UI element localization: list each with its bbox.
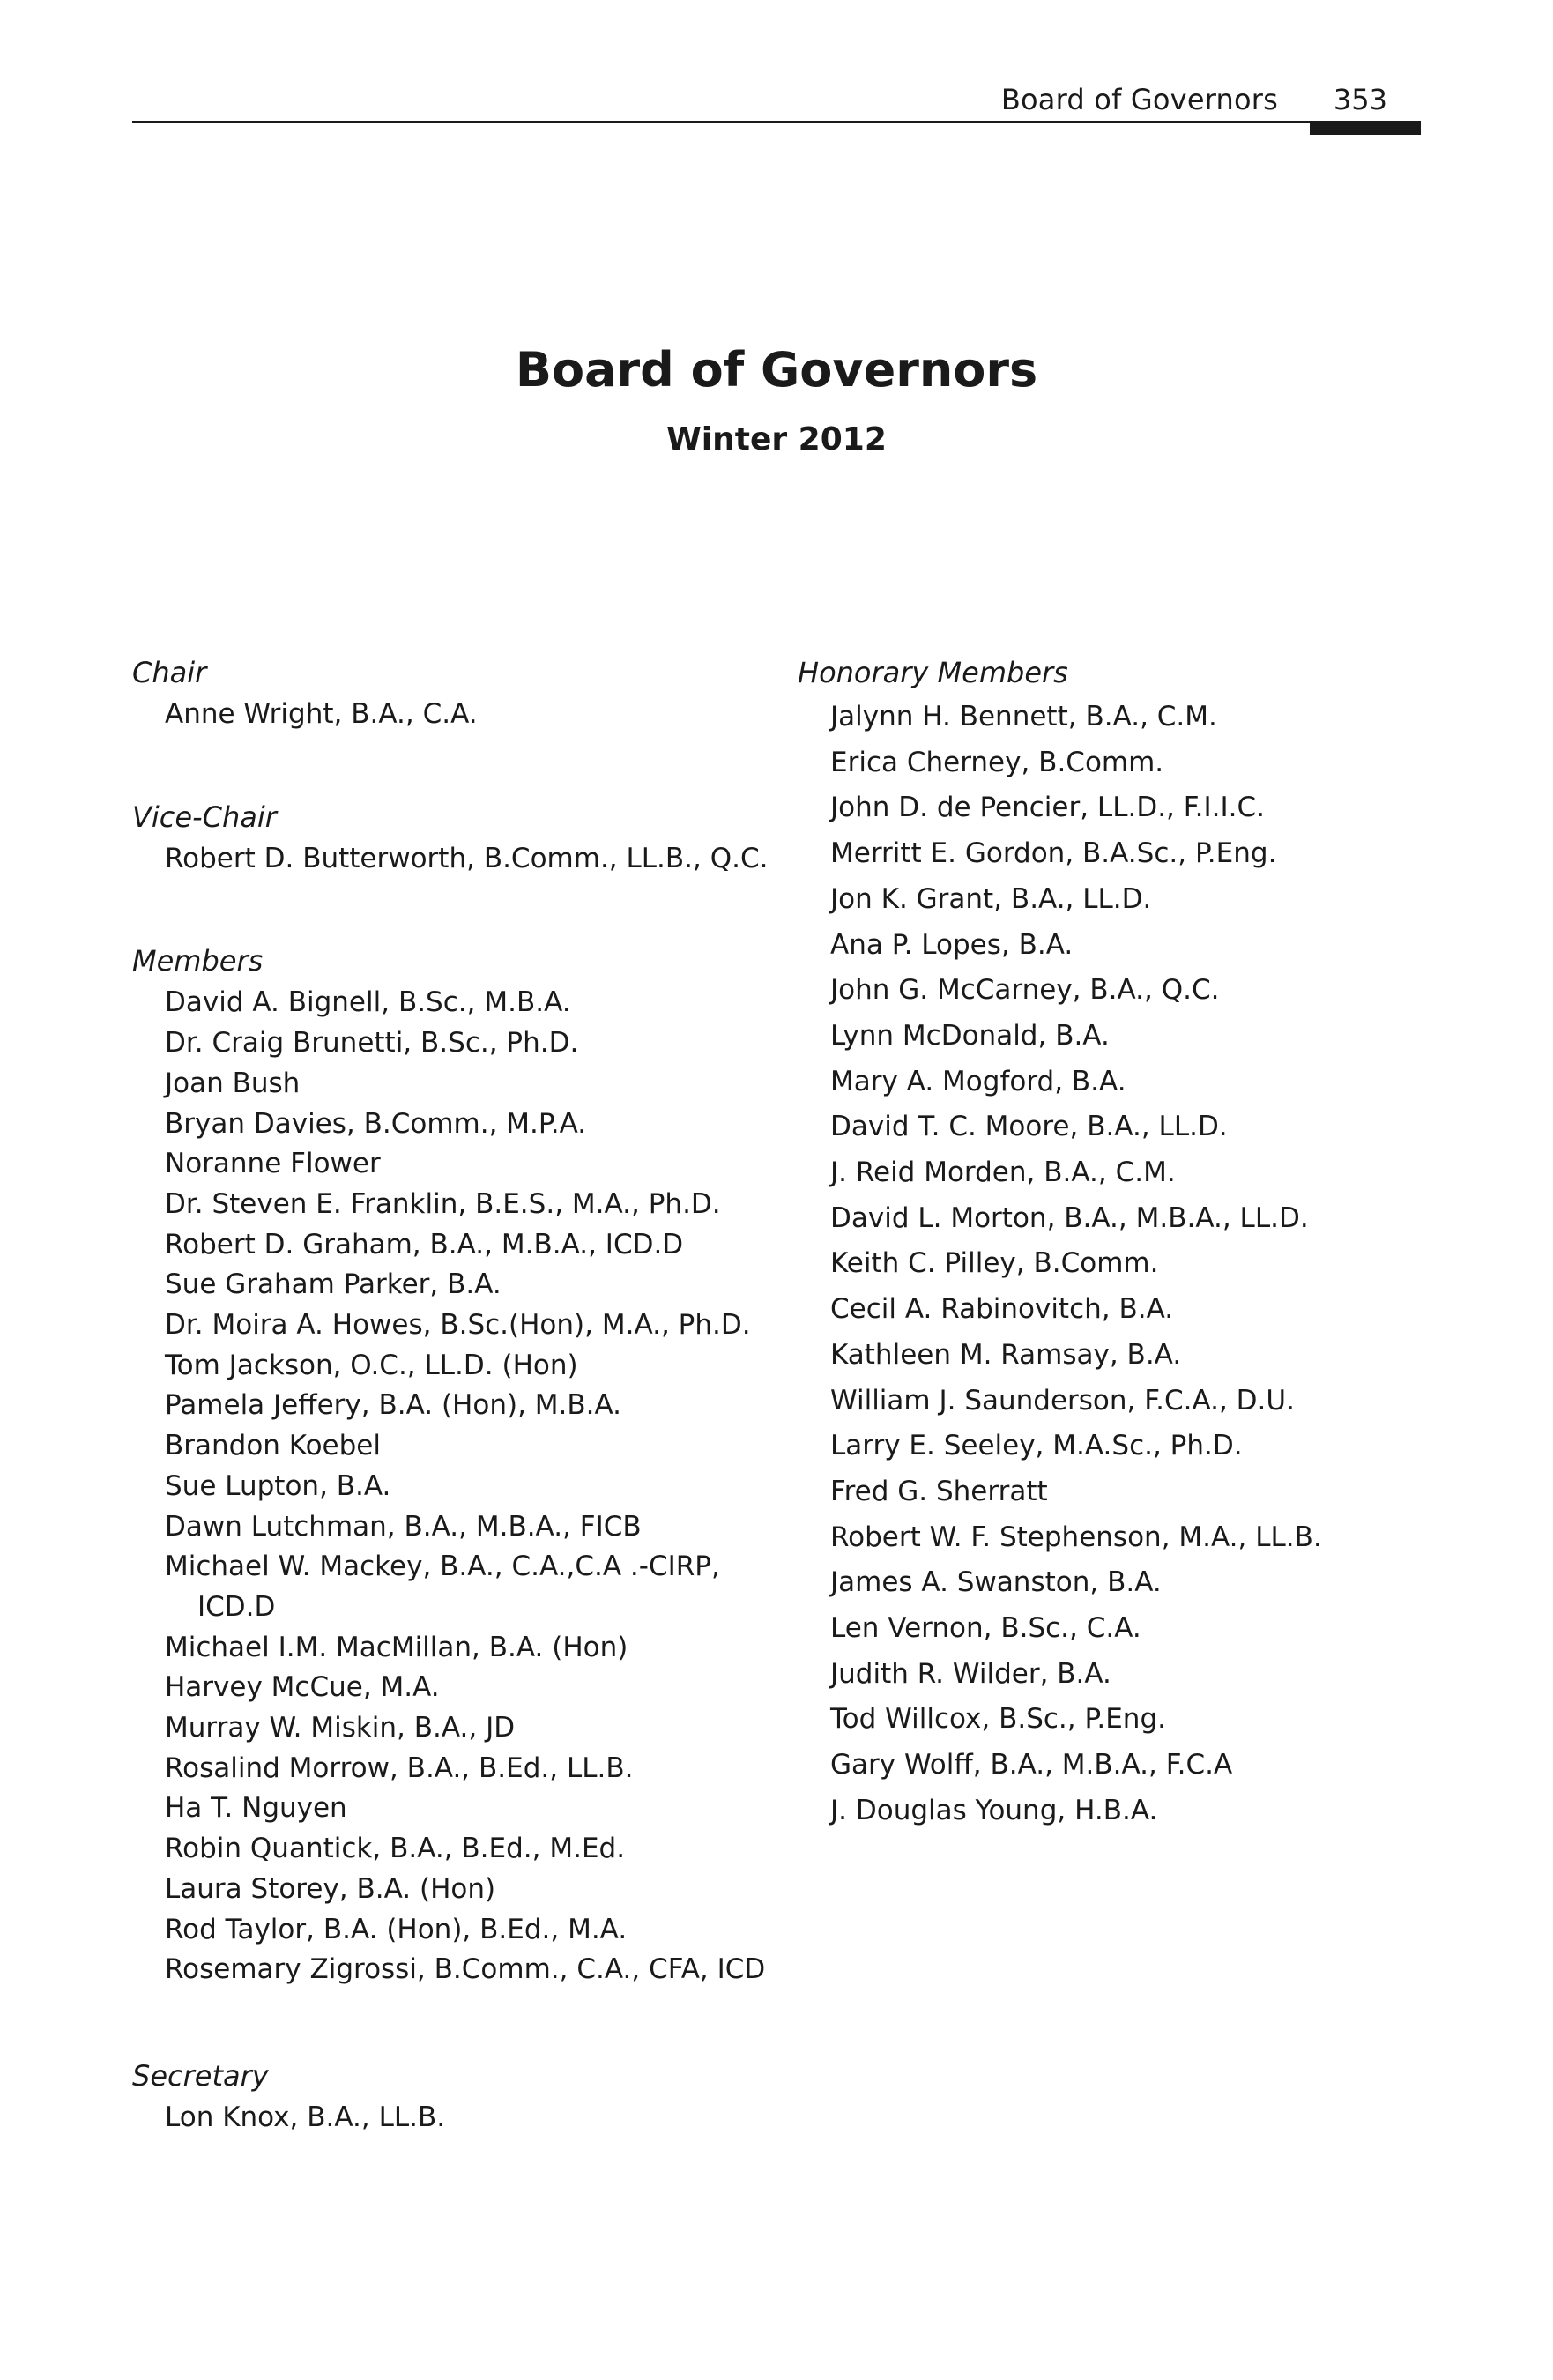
name-entry: Sue Graham Parker, B.A. <box>165 1268 502 1301</box>
thumb-tab <box>1310 123 1421 135</box>
name-entry: Larry E. Seeley, M.A.Sc., Ph.D. <box>830 1430 1243 1462</box>
name-entry: Ana P. Lopes, B.A. <box>830 928 1074 961</box>
name-entry: Fred G. Sherratt <box>830 1475 1048 1507</box>
name-entry: William J. Saunderson, F.C.A., D.U. <box>830 1384 1295 1417</box>
chair-heading: Chair <box>132 656 207 689</box>
name-entry: Harvey McCue, M.A. <box>165 1671 440 1704</box>
name-entry: John D. de Pencier, LL.D., F.I.I.C. <box>830 792 1265 824</box>
name-entry: Sue Lupton, B.A. <box>165 1469 391 1502</box>
name-entry: Noranne Flower <box>165 1148 381 1180</box>
right-column <box>798 651 1468 1894</box>
page-subtitle: Winter 2012 <box>666 421 887 457</box>
page-number: 353 <box>1333 83 1387 116</box>
vice-chair-heading: Vice-Chair <box>132 800 277 834</box>
secretary-heading: Secretary <box>132 2058 269 2093</box>
name-entry: Lon Knox, B.A., LL.B. <box>165 2101 446 2133</box>
name-entry: Rosalind Morrow, B.A., B.Ed., LL.B. <box>165 1752 634 1784</box>
name-entry: David L. Morton, B.A., M.B.A., LL.D. <box>830 1201 1309 1234</box>
name-entry: Cecil A. Rabinovitch, B.A. <box>830 1293 1174 1326</box>
name-entry: Judith R. Wilder, B.A. <box>830 1657 1111 1690</box>
name-entry: Jalynn H. Bennett, B.A., C.M. <box>830 701 1217 733</box>
name-entry: Ha T. Nguyen <box>165 1792 347 1825</box>
name-entry: Dawn Lutchman, B.A., M.B.A., FICB <box>165 1510 642 1543</box>
name-entry: Robert D. Butterworth, B.Comm., LL.B., Q.C. <box>165 842 769 874</box>
name-entry: David T. C. Moore, B.A., LL.D. <box>830 1111 1228 1143</box>
name-entry: Michael I.M. MacMillan, B.A. (Hon) <box>165 1631 628 1663</box>
page-title: Board of Governors <box>515 342 1038 398</box>
running-head-title: Board of Governors <box>1000 83 1278 116</box>
name-entry: Kathleen M. Ramsay, B.A. <box>830 1338 1182 1371</box>
name-entry: Bryan Davies, B.Comm., M.P.A. <box>165 1107 587 1140</box>
name-entry: Robin Quantick, B.A., B.Ed., M.Ed. <box>165 1833 626 1865</box>
honorary-members-heading: Honorary Members <box>798 656 1068 689</box>
name-entry: Dr. Steven E. Franklin, B.E.S., M.A., Ph.D. <box>165 1187 721 1220</box>
name-entry: Erica Cherney, B.Comm. <box>830 746 1164 778</box>
name-entry: Dr. Moira A. Howes, B.Sc.(Hon), M.A., Ph.D. <box>165 1309 751 1342</box>
name-entry: Keith C. Pilley, B.Comm. <box>830 1247 1159 1280</box>
name-entry: Dr. Craig Brunetti, B.Sc., Ph.D. <box>165 1027 579 1060</box>
members-list <box>132 983 802 1990</box>
left-column <box>132 651 802 2198</box>
name-entry: Gary Wolff, B.A., M.B.A., F.C.A <box>830 1749 1233 1781</box>
name-entry: Jon K. Grant, B.A., LL.D. <box>830 882 1152 915</box>
name-entry: Michael W. Mackey, B.A., C.A.,C.A .-CIRP, ICD.D <box>165 1551 720 1623</box>
name-entry: Tom Jackson, O.C., LL.D. (Hon) <box>165 1349 578 1381</box>
honorary-members-section <box>798 651 1468 1834</box>
name-entry: Merritt E. Gordon, B.A.Sc., P.Eng. <box>830 837 1277 870</box>
name-entry: Len Vernon, B.Sc., C.A. <box>830 1612 1141 1645</box>
header-rule <box>132 121 1421 123</box>
name-entry: Anne Wright, B.A., C.A. <box>165 698 478 730</box>
running-head <box>132 79 1421 123</box>
honorary-members-list <box>798 695 1468 1834</box>
name-entry: Murray W. Miskin, B.A., JD <box>165 1712 516 1744</box>
name-entry: Lynn McDonald, B.A. <box>830 1019 1110 1052</box>
name-entry: John G. McCarney, B.A., Q.C. <box>830 974 1220 1007</box>
name-entry: Laura Storey, B.A. (Hon) <box>165 1872 496 1905</box>
name-entry: Pamela Jeffery, B.A. (Hon), M.B.A. <box>165 1389 622 1422</box>
secretary-list <box>132 2098 802 2138</box>
secretary-section <box>132 2054 802 2138</box>
members-section <box>132 939 802 1990</box>
name-entry: Mary A. Mogford, B.A. <box>830 1065 1126 1097</box>
name-entry: Robert D. Graham, B.A., M.B.A., ICD.D <box>165 1228 684 1261</box>
name-entry: J. Reid Morden, B.A., C.M. <box>830 1157 1176 1189</box>
members-heading: Members <box>132 944 264 978</box>
name-entry: Brandon Koebel <box>165 1430 381 1462</box>
name-entry: Tod Willcox, B.Sc., P.Eng. <box>830 1703 1166 1736</box>
vice-chair-section <box>132 795 802 880</box>
name-entry: Rod Taylor, B.A. (Hon), B.Ed., M.A. <box>165 1913 628 1945</box>
name-entry: James A. Swanston, B.A. <box>830 1566 1162 1599</box>
chair-list <box>132 695 802 735</box>
chair-section <box>132 651 802 735</box>
name-entry: Joan Bush <box>165 1067 301 1099</box>
name-entry: Robert W. F. Stephenson, M.A., LL.B. <box>830 1521 1322 1553</box>
name-entry: J. Douglas Young, H.B.A. <box>830 1794 1158 1826</box>
name-entry: Rosemary Zigrossi, B.Comm., C.A., CFA, ICD <box>165 1953 766 1986</box>
vice-chair-list <box>132 839 802 880</box>
name-entry: David A. Bignell, B.Sc., M.B.A. <box>165 986 571 1019</box>
